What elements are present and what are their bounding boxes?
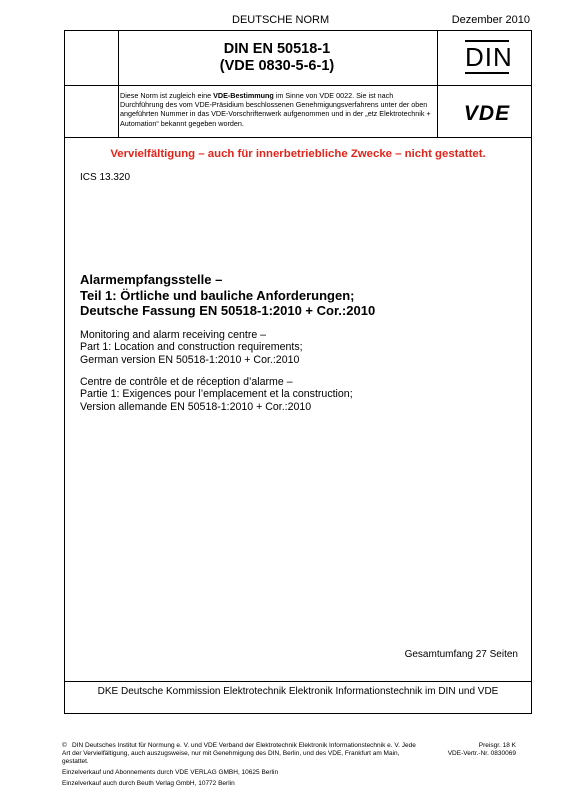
title-line: Monitoring and alarm receiving centre – bbox=[80, 329, 267, 341]
french-title bbox=[80, 376, 520, 413]
standard-number: DIN EN 50518-1 bbox=[223, 41, 331, 57]
sales-info: Einzelverkauf auch durch Beuth Verlag GmbH, 10772 Berlin bbox=[62, 780, 235, 787]
din-logo-text: DIN bbox=[465, 42, 513, 72]
title-line: Alarmempfangsstelle – bbox=[80, 272, 223, 287]
document-type: DEUTSCHE NORM bbox=[232, 14, 330, 26]
divider bbox=[64, 85, 532, 86]
vde-number: (VDE 0830-5-6-1) bbox=[219, 58, 335, 74]
divider bbox=[64, 681, 532, 682]
title-line: Version allemande EN 50518-1:2010 + Cor.:2010 bbox=[80, 400, 312, 413]
dke-line: DKE Deutsche Kommission Elektrotechnik Elektronik Informationstechnik im DIN und VDE bbox=[97, 686, 499, 697]
title-line: Deutsche Fassung EN 50518-1:2010 + Cor.:2010 bbox=[80, 303, 376, 318]
vde-notice-text: Diese Norm ist zugleich eine bbox=[120, 91, 214, 100]
issue-date: Dezember 2010 bbox=[451, 14, 530, 26]
german-title bbox=[80, 272, 520, 319]
sales-info: Einzelverkauf und Abonnements durch VDE VERLAG GMBH, 10625 Berlin bbox=[62, 769, 279, 776]
price-info bbox=[448, 742, 516, 758]
vde-notice bbox=[120, 91, 432, 128]
title-line: Partie 1: Exigences pour l’emplacement et la construction; bbox=[80, 388, 353, 401]
title-line: Part 1: Location and construction requirements; bbox=[80, 341, 303, 354]
copyright-text: DIN Deutsches Institut für Normung e. V. und VDE Verband der Elektrotechnik Elektronik Informationstechnik e. V. Jede Art der Vervielfältigung, auch auszugsweise, nur mit Genehmigung des DIN, Berlin, und des VDE, Frankfurt am Main, gestattet. bbox=[62, 742, 416, 765]
cover-frame bbox=[64, 30, 532, 714]
order-number: VDE-Vertr.-Nr. 0830069 bbox=[447, 750, 516, 757]
divider bbox=[437, 30, 438, 137]
vde-logo: VDE bbox=[463, 102, 511, 125]
din-logo bbox=[465, 40, 513, 74]
copyright-icon: © bbox=[62, 742, 67, 749]
ics-code: ICS 13.320 bbox=[80, 172, 131, 183]
divider bbox=[64, 137, 532, 138]
title-line: German version EN 50518-1:2010 + Cor.:2010 bbox=[80, 353, 300, 366]
page-count: Gesamtumfang 27 Seiten bbox=[404, 649, 518, 660]
reproduction-warning: Vervielfältigung – auch für innerbetriebliche Zwecke – nicht gestattet. bbox=[110, 148, 486, 160]
vde-notice-text: im Sinne von VDE 0022. Sie ist nach Durchführung des vom VDE-Präsidium beschlossenen Genehmigungsverfahrens unter der oben angeführten Nummer in das VDE-Vorschriftenwerk aufgenommen und in der „etz Elektrotechnik + Automation“ bekannt gegeben worden. bbox=[120, 91, 431, 128]
price-group: Preisgr. 18 K bbox=[478, 742, 516, 749]
english-title bbox=[80, 329, 520, 366]
title-line: Centre de contrôle et de réception d’alarme – bbox=[80, 376, 293, 388]
title-line: Teil 1: Örtliche und bauliche Anforderungen; bbox=[80, 287, 355, 303]
vde-notice-bold: VDE-Bestimmung bbox=[213, 91, 274, 100]
copyright-notice bbox=[62, 742, 417, 766]
